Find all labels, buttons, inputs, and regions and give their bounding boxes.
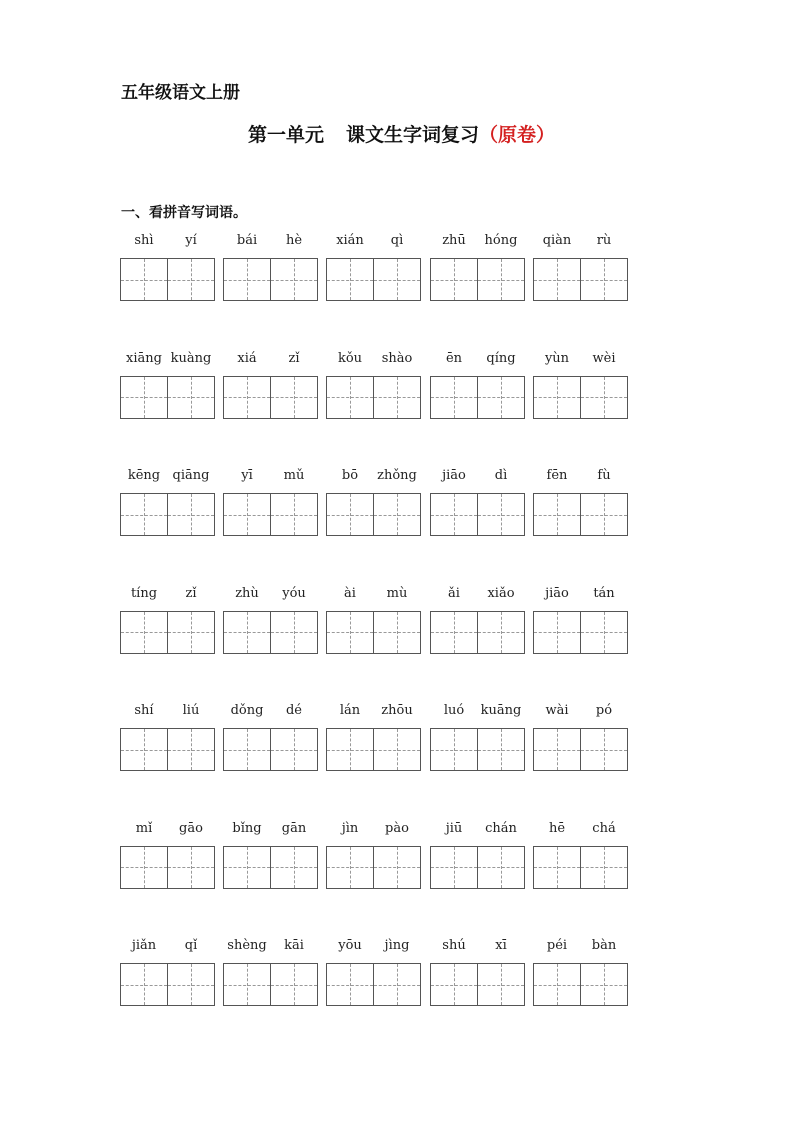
tianzige-cell[interactable] — [431, 847, 477, 888]
tianzige-cell[interactable] — [270, 259, 317, 300]
pinyin-syllable: shèng — [227, 938, 267, 953]
tianzige-cell[interactable] — [431, 729, 477, 770]
tianzige-cell[interactable] — [431, 964, 477, 1005]
pinyin-syllable: liú — [182, 703, 200, 718]
word-item — [326, 820, 421, 900]
word-item — [223, 350, 318, 430]
pinyin-syllable: qiàn — [542, 233, 572, 248]
pinyin-syllable: bàn — [591, 938, 617, 953]
word-item — [430, 350, 525, 430]
tianzige-cell[interactable] — [373, 377, 420, 418]
pinyin-syllable: zhù — [235, 585, 259, 601]
writing-boxes — [430, 846, 525, 889]
pinyin-syllable: bō — [341, 468, 359, 483]
pinyin-syllable: pó — [595, 703, 613, 718]
pinyin-syllable: dì — [494, 468, 508, 483]
tianzige-cell[interactable] — [224, 612, 270, 653]
tianzige-cell[interactable] — [121, 612, 167, 653]
pinyin-syllable: jìn — [341, 820, 359, 836]
writing-boxes — [430, 258, 525, 301]
pinyin-syllable: mù — [386, 585, 408, 601]
word-item — [533, 820, 628, 900]
tianzige-cell[interactable] — [327, 847, 373, 888]
word-item — [430, 585, 525, 665]
writing-boxes — [430, 963, 525, 1006]
pinyin-syllable: bǐng — [232, 820, 262, 836]
writing-boxes — [120, 728, 215, 771]
word-item — [326, 702, 421, 782]
writing-boxes — [326, 258, 421, 301]
pinyin-syllable: hóng — [484, 233, 518, 248]
tianzige-cell[interactable] — [580, 494, 627, 535]
writing-boxes — [326, 963, 421, 1006]
pinyin-syllable: wài — [545, 703, 569, 718]
tianzige-cell[interactable] — [224, 494, 270, 535]
writing-boxes — [533, 258, 628, 301]
word-item — [326, 232, 421, 312]
tianzige-cell[interactable] — [580, 612, 627, 653]
tianzige-cell[interactable] — [373, 494, 420, 535]
writing-boxes — [120, 258, 215, 301]
writing-boxes — [533, 376, 628, 419]
writing-boxes — [120, 376, 215, 419]
tianzige-cell[interactable] — [270, 612, 317, 653]
word-item — [326, 585, 421, 665]
word-item — [223, 820, 318, 900]
pinyin-syllable: shí — [134, 703, 154, 718]
title-subject: 课文生字词复习 — [346, 124, 480, 146]
writing-boxes — [533, 611, 628, 654]
tianzige-cell[interactable] — [121, 729, 167, 770]
title-unit: 第一单元 — [248, 124, 325, 146]
tianzige-cell[interactable] — [534, 612, 580, 653]
word-item — [533, 937, 628, 1017]
tianzige-cell[interactable] — [224, 847, 270, 888]
pinyin-syllable: jiū — [445, 820, 463, 836]
writing-boxes — [326, 493, 421, 536]
pinyin-syllable: hè — [285, 233, 303, 248]
word-item — [120, 585, 215, 665]
tianzige-cell[interactable] — [580, 847, 627, 888]
pinyin-syllable: xiāng — [126, 350, 162, 366]
word-item — [326, 467, 421, 547]
pinyin-syllable: yí — [185, 233, 197, 248]
page-title — [248, 120, 555, 147]
pinyin-syllable: mǐ — [135, 820, 153, 836]
writing-boxes — [326, 846, 421, 889]
tianzige-cell[interactable] — [121, 259, 167, 300]
writing-boxes — [223, 493, 318, 536]
pinyin-syllable: zǐ — [185, 585, 197, 601]
word-item — [533, 467, 628, 547]
pinyin-syllable: tán — [593, 585, 615, 601]
tianzige-cell[interactable] — [580, 377, 627, 418]
tianzige-cell[interactable] — [534, 847, 580, 888]
word-item — [326, 350, 421, 430]
writing-boxes — [120, 493, 215, 536]
pinyin-syllable: shì — [134, 233, 154, 248]
tianzige-cell[interactable] — [167, 847, 214, 888]
title-tag: （原卷） — [479, 124, 556, 146]
word-item — [533, 585, 628, 665]
writing-boxes — [430, 376, 525, 419]
pinyin-syllable: luó — [443, 703, 465, 718]
pinyin-syllable: lán — [339, 703, 361, 718]
pinyin-syllable: jiāo — [442, 468, 466, 483]
tianzige-cell[interactable] — [327, 259, 373, 300]
pinyin-syllable: kāi — [284, 938, 304, 953]
word-item — [120, 232, 215, 312]
pinyin-syllable: rù — [596, 233, 612, 248]
tianzige-cell[interactable] — [477, 729, 524, 770]
word-item — [223, 937, 318, 1017]
word-item — [430, 467, 525, 547]
pinyin-syllable: wèi — [592, 350, 616, 366]
tianzige-cell[interactable] — [580, 259, 627, 300]
tianzige-cell[interactable] — [270, 377, 317, 418]
writing-boxes — [223, 376, 318, 419]
tianzige-cell[interactable] — [373, 847, 420, 888]
pinyin-syllable: kuāng — [480, 703, 522, 718]
tianzige-cell[interactable] — [167, 494, 214, 535]
pinyin-syllable: zǐ — [288, 350, 300, 366]
pinyin-syllable: tíng — [130, 585, 158, 601]
pinyin-syllable: xiǎo — [487, 585, 515, 601]
pinyin-syllable: mǔ — [283, 468, 305, 483]
tianzige-cell[interactable] — [224, 377, 270, 418]
tianzige-cell[interactable] — [534, 964, 580, 1005]
tianzige-cell[interactable] — [327, 377, 373, 418]
word-item — [223, 232, 318, 312]
tianzige-cell[interactable] — [167, 964, 214, 1005]
pinyin-syllable: fēn — [546, 468, 568, 483]
pinyin-syllable: yùn — [544, 350, 570, 366]
writing-boxes — [223, 258, 318, 301]
pinyin-syllable: gān — [281, 820, 307, 836]
tianzige-cell[interactable] — [167, 259, 214, 300]
tianzige-cell[interactable] — [270, 964, 317, 1005]
word-item — [120, 820, 215, 900]
writing-boxes — [223, 963, 318, 1006]
pinyin-syllable: kēng — [127, 468, 161, 483]
writing-boxes — [430, 611, 525, 654]
tianzige-cell[interactable] — [534, 259, 580, 300]
pinyin-syllable: péi — [546, 938, 568, 953]
tianzige-cell[interactable] — [327, 612, 373, 653]
exercise-row — [120, 232, 630, 312]
pinyin-syllable: shào — [381, 350, 413, 366]
tianzige-cell[interactable] — [534, 377, 580, 418]
tianzige-cell[interactable] — [534, 494, 580, 535]
section-heading: 一、看拼音写词语。 — [121, 205, 247, 221]
tianzige-cell[interactable] — [477, 847, 524, 888]
pinyin-syllable: xī — [495, 938, 507, 953]
tianzige-cell[interactable] — [431, 494, 477, 535]
word-item — [430, 702, 525, 782]
writing-boxes — [533, 846, 628, 889]
exercise-row — [120, 467, 630, 547]
pinyin-syllable: chán — [485, 820, 517, 836]
pinyin-syllable: kuàng — [170, 350, 212, 366]
pinyin-syllable: zhū — [442, 233, 466, 248]
tianzige-cell[interactable] — [270, 494, 317, 535]
pinyin-syllable: ǎi — [448, 585, 460, 601]
writing-boxes — [430, 493, 525, 536]
pinyin-syllable: gāo — [179, 820, 203, 836]
word-item — [120, 467, 215, 547]
exercise-row — [120, 820, 630, 900]
writing-boxes — [533, 963, 628, 1006]
writing-boxes — [120, 611, 215, 654]
writing-boxes — [326, 376, 421, 419]
pinyin-syllable: yóu — [282, 585, 306, 601]
tianzige-cell[interactable] — [167, 377, 214, 418]
word-item — [533, 350, 628, 430]
tianzige-cell[interactable] — [373, 964, 420, 1005]
pinyin-syllable: ēn — [445, 350, 463, 366]
word-item — [223, 702, 318, 782]
tianzige-cell[interactable] — [270, 847, 317, 888]
tianzige-cell[interactable] — [431, 377, 477, 418]
exercise-row — [120, 585, 630, 665]
word-item — [430, 937, 525, 1017]
tianzige-cell[interactable] — [580, 964, 627, 1005]
writing-boxes — [533, 728, 628, 771]
tianzige-cell[interactable] — [373, 612, 420, 653]
tianzige-cell[interactable] — [477, 259, 524, 300]
tianzige-cell[interactable] — [534, 729, 580, 770]
writing-boxes — [430, 728, 525, 771]
tianzige-cell[interactable] — [477, 494, 524, 535]
pinyin-syllable: ài — [344, 585, 356, 601]
writing-boxes — [120, 963, 215, 1006]
word-item — [223, 467, 318, 547]
exercise-row — [120, 937, 630, 1017]
tianzige-cell[interactable] — [167, 729, 214, 770]
tianzige-cell[interactable] — [121, 494, 167, 535]
tianzige-cell[interactable] — [224, 964, 270, 1005]
writing-boxes — [223, 611, 318, 654]
grade-label: 五年级语文上册 — [121, 83, 240, 103]
tianzige-cell[interactable] — [167, 612, 214, 653]
pinyin-syllable: fù — [597, 468, 611, 483]
tianzige-cell[interactable] — [224, 259, 270, 300]
word-item — [120, 350, 215, 430]
exercise-row — [120, 702, 630, 782]
word-item — [223, 585, 318, 665]
tianzige-cell[interactable] — [121, 377, 167, 418]
writing-boxes — [533, 493, 628, 536]
pinyin-syllable: jiǎn — [131, 938, 157, 953]
tianzige-cell[interactable] — [477, 964, 524, 1005]
tianzige-cell[interactable] — [224, 729, 270, 770]
pinyin-syllable: dǒng — [230, 703, 264, 718]
word-item — [430, 820, 525, 900]
tianzige-cell[interactable] — [327, 964, 373, 1005]
tianzige-cell[interactable] — [327, 729, 373, 770]
pinyin-syllable: xián — [336, 233, 364, 248]
pinyin-syllable: zhǒng — [377, 468, 417, 483]
tianzige-cell[interactable] — [431, 612, 477, 653]
pinyin-syllable: qǐ — [184, 938, 198, 953]
pinyin-syllable: hē — [548, 820, 566, 836]
tianzige-cell[interactable] — [373, 259, 420, 300]
writing-boxes — [223, 846, 318, 889]
pinyin-syllable: xiá — [237, 350, 257, 366]
writing-boxes — [326, 611, 421, 654]
tianzige-cell[interactable] — [270, 729, 317, 770]
pinyin-syllable: pào — [385, 820, 409, 836]
word-item — [120, 702, 215, 782]
pinyin-syllable: qíng — [486, 350, 516, 366]
pinyin-syllable: qì — [390, 233, 404, 248]
exercise-row — [120, 350, 630, 430]
word-item — [533, 702, 628, 782]
writing-boxes — [223, 728, 318, 771]
pinyin-syllable: yōu — [338, 938, 362, 953]
tianzige-cell[interactable] — [121, 964, 167, 1005]
pinyin-syllable: bái — [236, 233, 258, 248]
word-item — [533, 232, 628, 312]
pinyin-syllable: dé — [285, 703, 302, 718]
pinyin-syllable: shú — [442, 938, 466, 953]
word-item — [326, 937, 421, 1017]
pinyin-syllable: jìng — [384, 938, 410, 953]
writing-boxes — [326, 728, 421, 771]
word-item — [430, 232, 525, 312]
tianzige-cell[interactable] — [327, 494, 373, 535]
pinyin-syllable: kǒu — [337, 350, 363, 366]
pinyin-syllable: jiāo — [545, 585, 569, 601]
tianzige-cell[interactable] — [580, 729, 627, 770]
tianzige-cell[interactable] — [121, 847, 167, 888]
pinyin-syllable: chá — [592, 820, 616, 836]
tianzige-cell[interactable] — [431, 259, 477, 300]
word-item — [120, 937, 215, 1017]
tianzige-cell[interactable] — [373, 729, 420, 770]
writing-boxes — [120, 846, 215, 889]
pinyin-syllable: zhōu — [381, 703, 413, 718]
pinyin-syllable: yī — [241, 468, 253, 483]
pinyin-syllable: qiāng — [172, 468, 210, 483]
tianzige-cell[interactable] — [477, 377, 524, 418]
tianzige-cell[interactable] — [477, 612, 524, 653]
